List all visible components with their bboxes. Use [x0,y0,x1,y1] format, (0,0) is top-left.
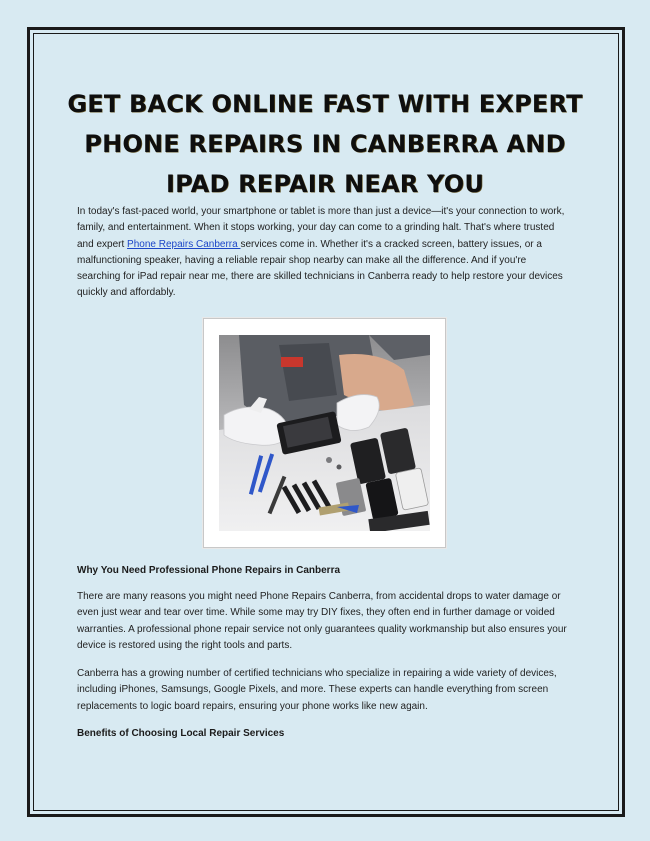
intro-text-after-link: services come in. Whether it's a cracked screen, battery issues, or a malfunctioning speaker, having a reliable repair shop nearby can make all the difference. And if you're searching for iPad repair near me, there are skilled technicians in Canberra ready to help restore your devices quickly and affordably. [77,238,563,299]
section1-paragraph-1: There are many reasons you might need Phone Repairs Canberra, from accidental drops to water damage or even just wear and tear over time. While some may try DIY fixes, they often end in further damage or voided warranties. A professional phone repair service not only guarantees quality workmanship but also ensures your device is restored using the right tools and parts. [77,591,567,651]
intro-text-before-link: In today's fast-paced world, your smartphone or tablet is more than just a device—it's your connection to work, family, and entertainment. When it stops working, your day can come to a grinding halt. That's where trusted and expert [77,206,565,250]
intro-paragraph [77,204,572,302]
repair-photo [203,318,446,548]
phone-repairs-canberra-link[interactable]: Phone Repairs Canberra [127,238,241,250]
section-heading-benefits: Benefits of Choosing Local Repair Services [77,728,285,739]
section-heading-why-professional: Why You Need Professional Phone Repairs in Canberra [77,565,341,576]
technician-repairing-phone-illustration [219,335,430,531]
section1-paragraph-2: Canberra has a growing number of certified technicians who specialize in repairing a wide variety of devices, including iPhones, Samsungs, Google Pixels, and more. These experts can handle everything from screen replacements to logic board repairs, ensuring your phone works like new again. [77,668,557,712]
page-title: GET BACK ONLINE FAST WITH EXPERT PHONE REPAIRS IN CANBERRA AND IPAD REPAIR NEAR YOU [67,90,583,198]
